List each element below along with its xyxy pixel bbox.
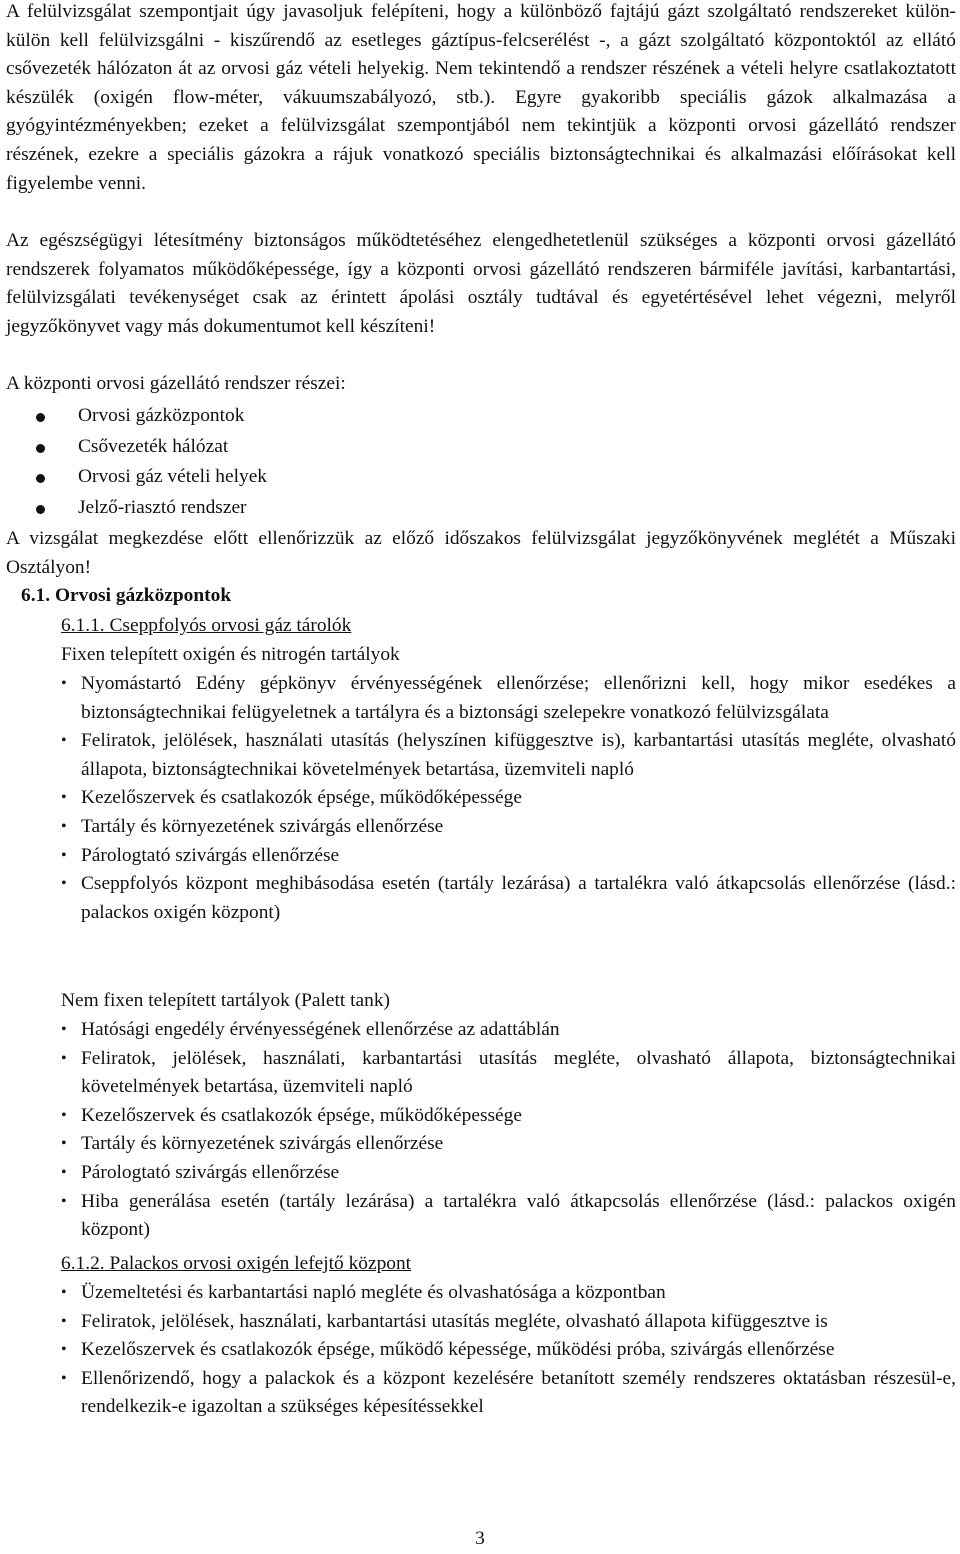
fixed-tanks-list — [61, 670, 956, 927]
list-item: • Hatósági engedély érvényességének ellenőrzése az adattáblán — [61, 1016, 956, 1045]
list-item: • Kezelőszervek és csatlakozók épsége, működőképessége — [61, 784, 956, 813]
list-item: • Feliratok, jelölések, használati, karbantartási utasítás megléte, olvasható állapota, biztonságtechnikai követelmények betartása, üzemviteli napló — [61, 1045, 956, 1102]
bullet-icon: • — [61, 875, 67, 893]
section-heading-6-1: 6.1. Orvosi gázközpontok — [21, 585, 232, 606]
list-item: Csővezeték hálózat — [6, 432, 956, 463]
list-item: • Tartály és környezetének szivárgás ellenőrzése — [61, 813, 956, 842]
section-heading-6-1-1: 6.1.1. Cseppfolyós orvosi gáz tárolók — [61, 615, 352, 636]
list-item: Jelző-riasztó rendszer — [6, 493, 956, 524]
list-item: • Kezelőszervek és csatlakozók épsége, működőképessége — [61, 1102, 956, 1131]
list-item: • Párologtató szivárgás ellenőrzése — [61, 842, 956, 871]
bullet-icon: • — [61, 1106, 67, 1124]
mobile-tanks-heading: Nem fixen telepített tartályok (Palett tank) — [61, 990, 390, 1011]
bullet-icon: • — [61, 1341, 67, 1359]
page-number: 3 — [475, 1528, 485, 1549]
list-item: • Tartály és környezetének szivárgás ellenőrzése — [61, 1130, 956, 1159]
bullet-icon: • — [61, 1312, 67, 1330]
fixed-tanks-heading: Fixen telepített oxigén és nitrogén tartályok — [61, 644, 400, 665]
bullet-icon: • — [61, 1369, 67, 1387]
bullet-icon — [36, 444, 45, 453]
bullet-icon: • — [61, 789, 67, 807]
bullet-icon: • — [61, 1049, 67, 1067]
safety-paragraph: Az egészségügyi létesítmény biztonságos működtetéséhez elengedhetetlenül szükséges a központi orvosi gázellátó rendszerek folyamatos működőképessége, így a központi orvosi gázellátó rendszeren bármiféle javítási, karbantartási, felülvizsgálati tevékenységet csak az érintett ápolási osztály tudtával és egyetértésével lehet végezni, melyről jegyzőkönyvet vagy más dokumentumot kell készíteni! — [6, 230, 956, 337]
bullet-icon: • — [61, 846, 67, 864]
bullet-icon: • — [61, 1192, 67, 1210]
bullet-icon — [36, 413, 45, 422]
bullet-icon — [36, 474, 45, 483]
list-item: • Párologtató szivárgás ellenőrzése — [61, 1159, 956, 1188]
section-heading-6-1-2: 6.1.2. Palackos orvosi oxigén lefejtő központ — [61, 1253, 412, 1274]
bullet-icon: • — [61, 1284, 67, 1301]
bullet-icon: • — [61, 1021, 67, 1038]
bullet-icon: • — [61, 817, 67, 835]
bullet-icon — [36, 505, 45, 514]
list-item: • Cseppfolyós központ meghibásodása esetén (tartály lezárása) a tartalékra való átkapcsolás ellenőrzése (lásd.: palackos oxigén központ) — [61, 870, 956, 927]
list-item: • Kezelőszervek és csatlakozók épsége, működő képessége, működési próba, szivárgás ellenőrzése — [61, 1336, 956, 1365]
list-item: • Üzemeltetési és karbantartási napló megléte és olvashatósága a központban — [61, 1279, 956, 1308]
mobile-tanks-list — [61, 1016, 956, 1245]
bullet-icon: • — [61, 675, 67, 692]
list-item: • Feliratok, jelölések, használati utasítás (helyszínen kifüggesztve is), karbantartási utasítás megléte, olvasható állapota, biztonságtechnikai követelmények betartása, üzemviteli napló — [61, 727, 956, 784]
oxygen-center-list — [61, 1279, 956, 1422]
list-item: Orvosi gáz vételi helyek — [6, 462, 956, 493]
list-item: • Hiba generálása esetén (tartály lezárása) a tartalékra való átkapcsolás ellenőrzése (lásd.: palackos oxigén központ) — [61, 1188, 956, 1245]
intro-paragraph: A felülvizsgálat szempontjait úgy javasoljuk felépíteni, hogy a különböző fajtájú gázt szolgáltató rendszereket külön-külön kell felülvizsgálni - kiszűrendő az esetleges gáztípus-felcserélést -, a gázt szolgáltató központoktól az ellátó csővezeték hálózaton át az orvosi gáz vételi helyekig. Nem tekintendő a rendszer részének a vételi helyre csatlakoztatott készülék (oxigén flow-méter, vákuumszabályozó, stb.). Egyre gyakoribb speciális gázok alkalmazása a gyógyintézményekben; ezeket a felülvizsgálat szempontjából nem tekintjük a központi orvosi gázellátó rendszer részének, ezekre a speciális gázokra a rájuk vonatkozó speciális biztonságtechnikai és alkalmazási előírásokat kell figyelembe venni. — [6, 1, 956, 194]
parts-intro: A központi orvosi gázellátó rendszer részei: — [6, 373, 346, 394]
list-item: • Nyomástartó Edény gépkönyv érvényességének ellenőrzése; ellenőrizni kell, hogy mikor esedékes a biztonságtechnikai felügyeletnek a tartályra és a biztonsági szelepekre vonatkozó felülvizsgálata — [61, 670, 956, 727]
bullet-icon: • — [61, 1135, 67, 1153]
bullet-icon: • — [61, 1163, 67, 1181]
list-item: • Ellenőrizendő, hogy a palackok és a központ kezelésére betanított személy rendszeres oktatásban részesül-e, rendelkezik-e igazoltan a szükséges képesítéssekkel — [61, 1365, 956, 1422]
pre-check-paragraph: A vizsgálat megkezdése előtt ellenőrizzük az előző időszakos felülvizsgálat jegyzőkönyvének meglétét a Műszaki Osztályon! — [6, 528, 956, 578]
bullet-icon: • — [61, 732, 67, 750]
parts-list — [6, 401, 956, 523]
list-item: • Feliratok, jelölések, használati, karbantartási utasítás megléte, olvasható állapota kifüggesztve is — [61, 1308, 956, 1337]
list-item: Orvosi gázközpontok — [6, 401, 956, 432]
